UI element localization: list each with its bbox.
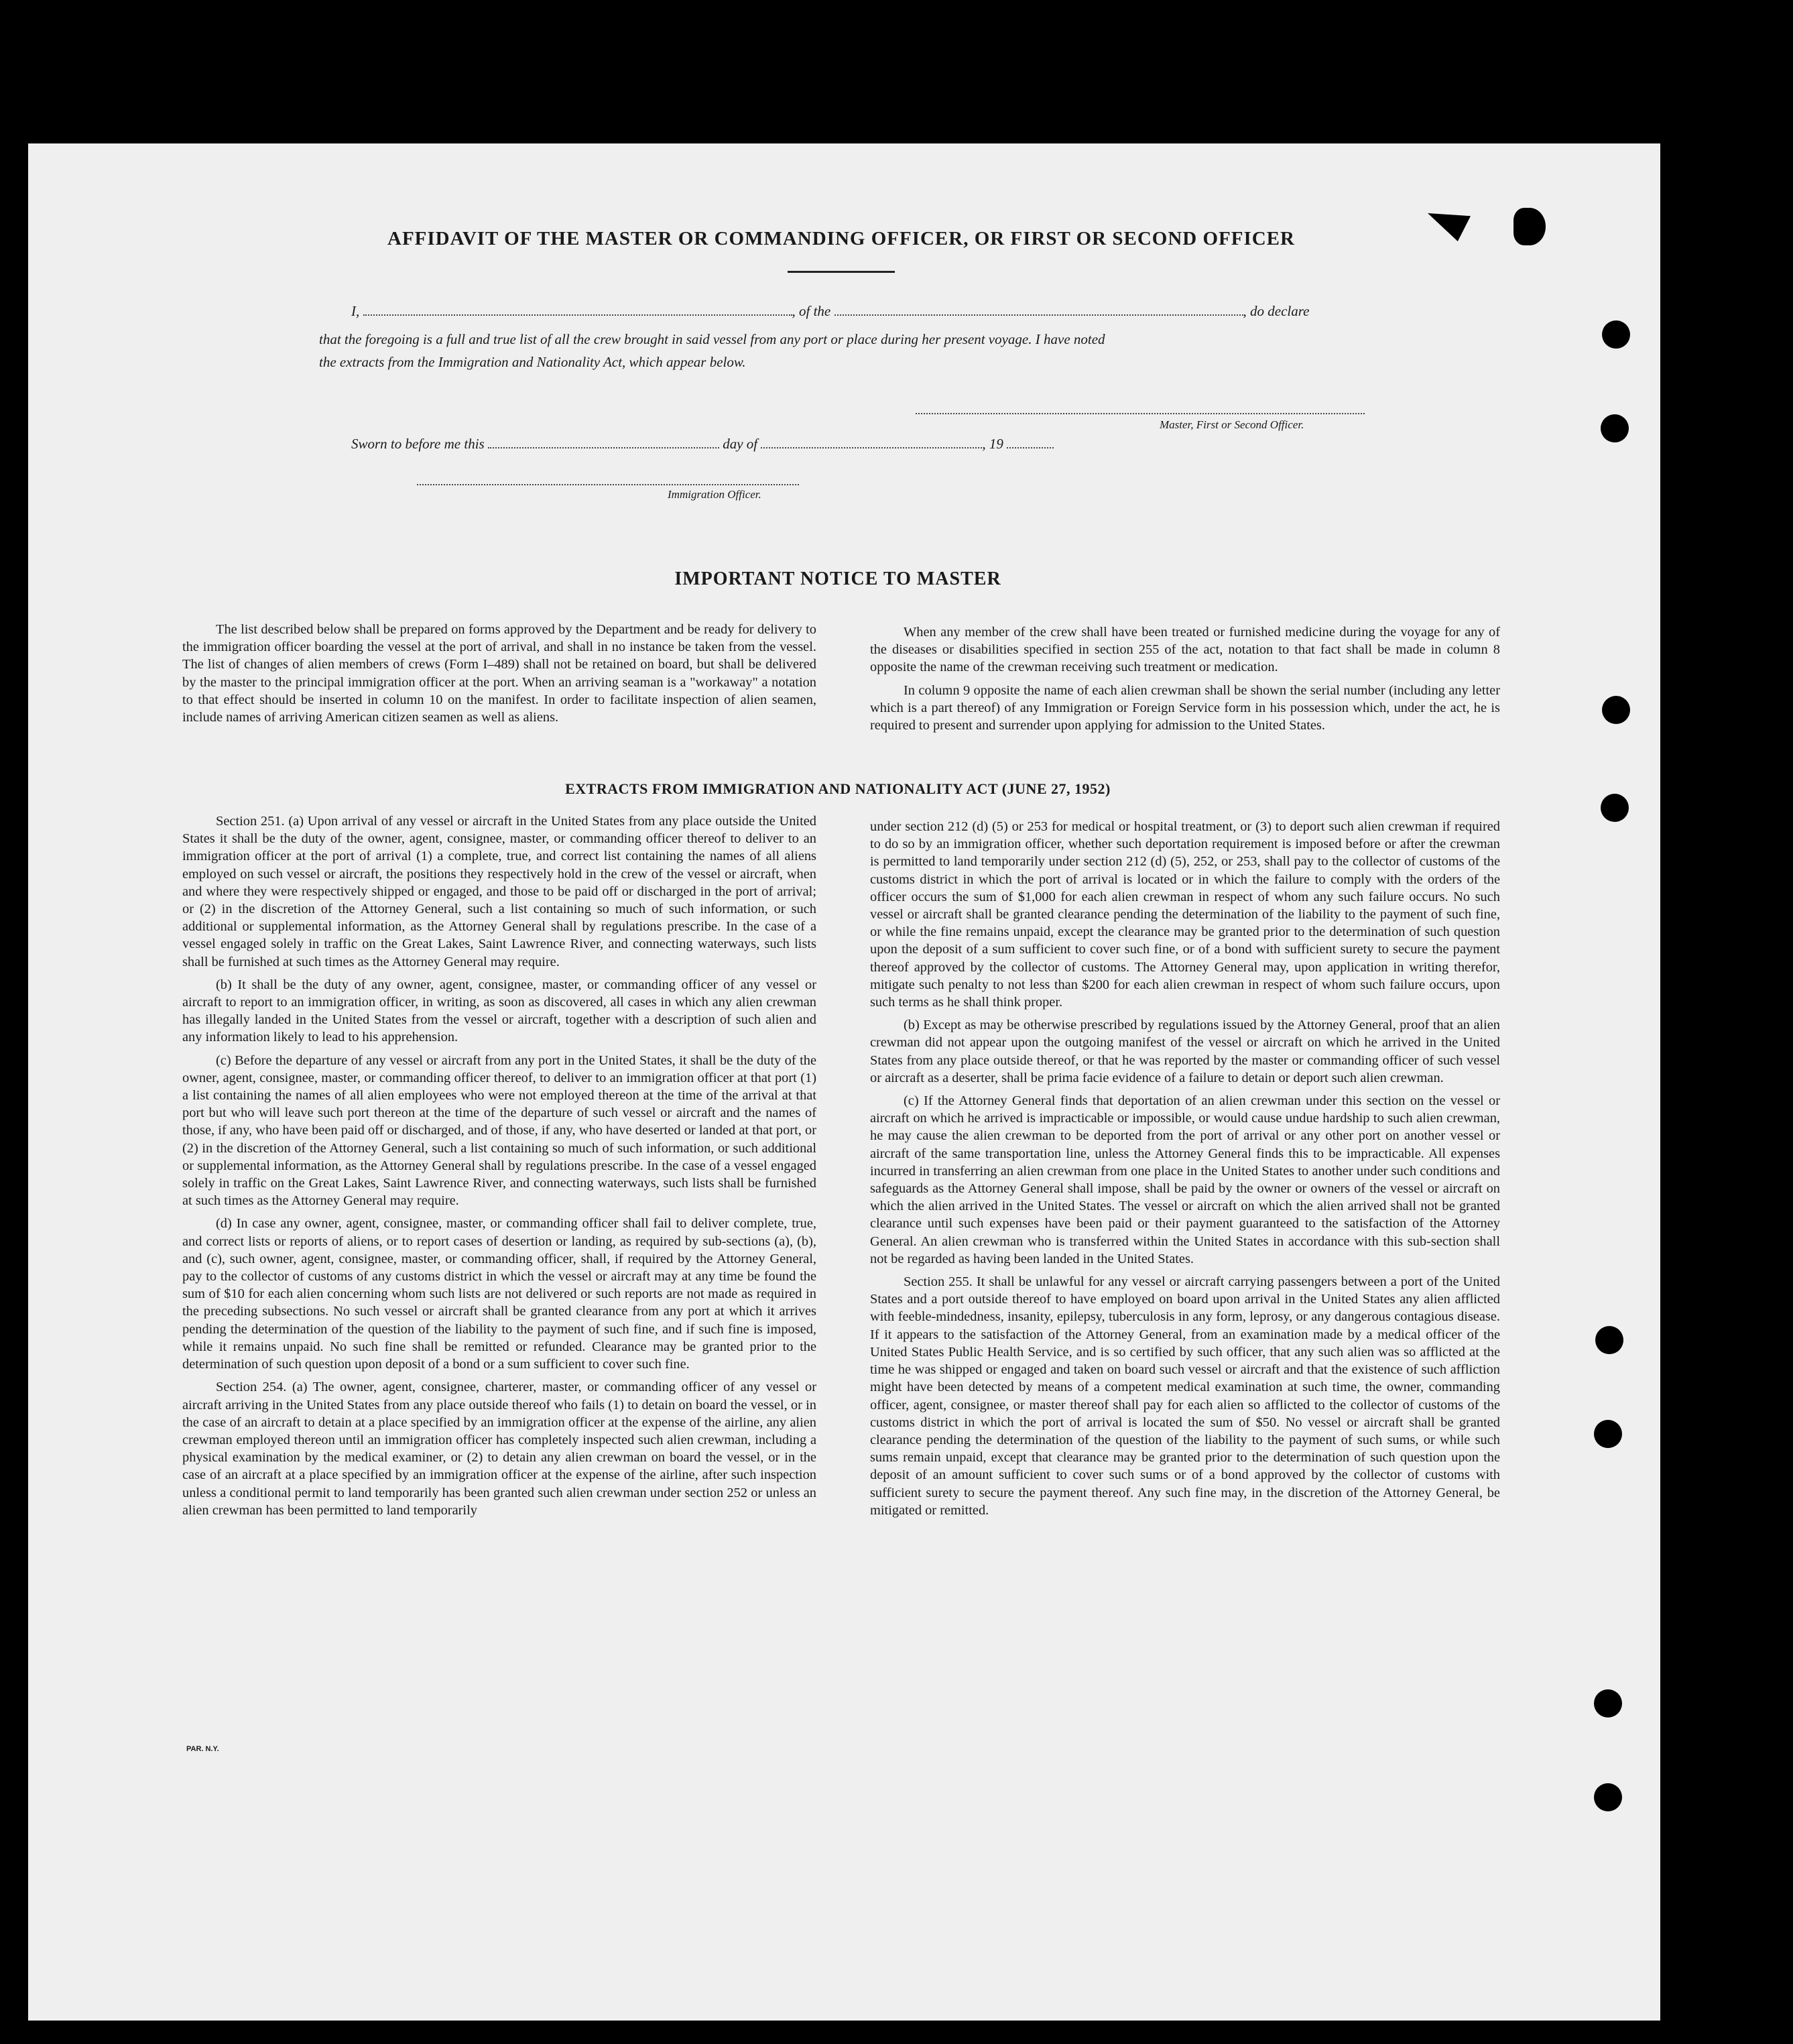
declaration-line-3: the extracts from the Immigration and Nationality Act, which appear below. — [319, 354, 746, 370]
immigration-officer-signature-line[interactable] — [417, 484, 799, 485]
punch-hole — [1594, 1783, 1622, 1811]
notice-left-paragraph: The list described below shall be prepared on forms approved by the Department and be ready for delivery to the immigration officer boarding the vessel at the port of arrival, and shall in no instance be taken from the vessel. The list of changes of alien members of crews (Form I–489) shall not be retained on board, but shall be delivered by the master to the principal immigration officer at the port. When an arriving seaman is a "workaway" a notation to that effect should be inserted in column 10 on the manifest. In order to facilitate inspection of alien seamen, include names of arriving American citizen seamen as well as aliens. — [182, 622, 816, 725]
section-254-a: Section 254. (a) The owner, agent, consignee, charterer, master, or commanding officer of any vessel or aircraft arriving in the United States from any place outside thereof who fails (1) to detain on board the vessel, or in the case of an aircraft to detain at a place specified by an immigration officer at the expense of the airline, any alien crewman employed thereon until an immigration officer has completely inspected such alien crewman, including a physical examination by the medical examiner, or (2) to detain any alien crewman on board the vessel, or in the case of an aircraft at a place specified by an immigration officer at the expense of the airline, after such inspection unless a conditional permit to land temporarily has been granted such alien crewman under section 252 or unless an alien crewman has been permitted to land temporarily — [182, 1380, 816, 1518]
notice-right-paragraph-1: When any member of the crew shall have been treated or furnished medicine during the voyage for any of the diseases or disabilities specified in section 255 of the act, notation to that fact shall be made in column 8 opposite the name of the crewman receiving such treatment or medication. — [870, 625, 1500, 675]
section-251-d: (d) In case any owner, agent, consignee, master, or commanding officer shall fail to deliver complete, true, and correct lists or reports of aliens, or to report cases of desertion or landing, as required by sub-sections (a), (b), and (c), such owner, agent, consignee, master, or commanding officer, shall, if required by the Attorney General, pay to the collector of customs of any customs district in which the vessel or aircraft may at any time be found the sum of $10 for each alien concerning whom such lists are not delivered or such reports are not made as required in the preceding subsections. No such vessel or aircraft shall be granted clearance from any port at which it arrives pending the determination of the question of the liability to the payment of such fine, and if such fine is imposed, while it remains unpaid. No such fine shall be remitted or refunded. Clearance may be granted prior to the determination of such question upon deposit of a bond or a sum sufficient to cover such fine. — [182, 1216, 816, 1372]
title-underline — [788, 271, 895, 273]
clip-mark-right — [1513, 208, 1546, 245]
punch-hole — [1595, 1326, 1623, 1354]
do-declare-label: , do declare — [1243, 303, 1310, 319]
punch-hole — [1602, 320, 1630, 349]
extracts-right-column — [870, 818, 1500, 1524]
master-caption: Master, First or Second Officer. — [1160, 418, 1304, 431]
section-251-c: (c) Before the departure of any vessel or aircraft from any port in the United States, it shall be the duty of the owner, agent, consignee, master, or commanding officer thereof, to deliver to an immigration officer at that port (1) a list containing the names of all alien employees who were not employed thereon at the time of the arrival at that port but who will leave such port thereon at the time of the departure of such vessel or aircraft and the names of those, if any, who have been paid off or discharged, and of those, if any, who have deserted or landed at that port, or (2) in the discretion of the Attorney General, such a list containing so much of such information, or such additional or supplemental information, as the Attorney General shall by regulations prescribe. In the case of a vessel engaged solely in traffic on the Great Lakes, Saint Lawrence River, and connecting waterways, such lists shall be furnished at such times as the Attorney General may require. — [182, 1053, 816, 1209]
section-251-b: (b) It shall be the duty of any owner, agent, consignee, master, or commanding officer of any vessel or aircraft to report to an immigration officer, in writing, as soon as discovered, all cases in which any alien crewman has illegally landed in the United States from the vessel or aircraft, together with a description of such alien and any information likely to lead to his apprehension. — [182, 977, 816, 1045]
sworn-label: Sworn to before me this — [351, 436, 485, 452]
i-label: I, — [351, 303, 360, 319]
punch-hole — [1594, 1689, 1622, 1718]
punch-hole — [1601, 414, 1629, 442]
section-254-a-continued: under section 212 (d) (5) or 253 for medical or hospital treatment, or (3) to deport such alien crewman if required to do so by an immigration officer, whether such deportation requirement is imposed before or after the crewman is permitted to land temporarily under section 212 (d) (5), 252, or 253, shall pay to the collector of customs of the customs district in which the port of arrival is located or in which the failure to comply with the orders of the officer occurs the sum of $1,000 for each alien crewman in respect of whom any such failure occurs. No such vessel or aircraft shall be granted clearance pending the determination of the liability to the payment of such fine, or while the fine remains unpaid, except the clearance may be granted prior to the determination of such question upon the deposit of a sum sufficient to cover such fine, or of a bond with sufficient surety to secure the payment thereof approved by the collector of customs. The Attorney General may, upon application in writing therefor, mitigate such penalty to not less than $200 for each alien crewman in respect of whom such failure occurs, upon such terms as he shall think proper. — [870, 819, 1500, 1010]
name-field[interactable] — [363, 314, 792, 316]
immigration-officer-caption: Immigration Officer. — [668, 488, 761, 501]
master-signature-line[interactable] — [916, 413, 1365, 414]
sworn-year-field[interactable] — [1007, 446, 1054, 448]
year-label: , 19 — [982, 436, 1003, 452]
day-of-label: day of — [723, 436, 758, 452]
notice-heading: IMPORTANT NOTICE TO MASTER — [674, 568, 1001, 589]
extracts-left-column — [182, 813, 816, 1524]
affidavit-title: AFFIDAVIT OF THE MASTER OR COMMANDING OFFICER, OR FIRST OR SECOND OFFICER — [387, 228, 1295, 249]
punch-hole — [1602, 696, 1630, 724]
sworn-day-field[interactable] — [488, 446, 719, 448]
section-254-b: (b) Except as may be otherwise prescribed by regulations issued by the Attorney General, proof that an alien crewman did not appear upon the outgoing manifest of the vessel or aircraft on which he arrived in the United States from any place outside thereof, or that he was reported by the master or commanding officer of such vessel or aircraft as a deserter, shall be prima facie evidence of a failure to detain or deport such alien crewman. — [870, 1018, 1500, 1085]
notice-right-column — [870, 623, 1500, 739]
punch-hole — [1594, 1420, 1622, 1448]
notice-left-column — [182, 621, 816, 731]
declaration-line-2: that the foregoing is a full and true list of all the crew brought in said vessel from any port or place during her present voyage. I have noted — [319, 331, 1105, 347]
section-254-c: (c) If the Attorney General finds that deportation of an alien crewman under this section on the vessel or aircraft on which he arrived is impracticable or impossible, or would cause undue hardship to such alien crewman, he may cause the alien crewman to be deported from the port of arrival or any other port on another vessel or aircraft of the same transportation line, unless the Attorney General finds this to be impracticable. All expenses incurred in transferring an alien crewman from one place in the United States to another under such conditions and safeguards as the Attorney General shall impose, shall be paid by the owner or owners of the vessel or aircraft on which the alien arrived in the United States. The vessel or aircraft on which the alien arrived shall not be granted clearance until such expenses have been paid or their payment guaranteed to the satisfaction of the Attorney General. An alien crewman who is transferred within the United States in accordance with this sub-section shall not be regarded as having been landed in the United States. — [870, 1093, 1500, 1266]
punch-hole — [1601, 794, 1629, 822]
printer-mark: PAR. N.Y. — [186, 1745, 219, 1753]
notice-right-paragraph-2: In column 9 opposite the name of each alien crewman shall be shown the serial number (including any letter which is a part thereof) of any Immigration or Foreign Service form in his possession which, under the act, he is required to present and surrender upon applying for admission to the United States. — [870, 682, 1500, 733]
section-251-a: Section 251. (a) Upon arrival of any vessel or aircraft in the United States from any place outside the United States it shall be the duty of the owner, agent, consignee, master, or commanding officer thereof to deliver to an immigration officer at the port of arrival (1) a complete, true, and correct list containing the names of all aliens employed on such vessel or aircraft, the positions they respectively hold in the crew of the vessel or aircraft, when and where they were respectively shipped or engaged, and those to be paid off or discharged in the port of arrival; or (2) in the discretion of the Attorney General, such a list containing so much of such information, or such additional or supplemental information, as the Attorney General shall by regulations prescribe. In the case of a vessel engaged solely in traffic on the Great Lakes, Saint Lawrence River, and connecting waterways, such lists shall be furnished at such times as the Attorney General may require. — [182, 814, 816, 969]
of-the-label: , of the — [792, 303, 831, 319]
declaration-line-1 — [351, 303, 1309, 320]
vessel-field[interactable] — [834, 314, 1243, 316]
sworn-line — [351, 436, 1054, 453]
sworn-month-field[interactable] — [761, 446, 982, 448]
section-255: Section 255. It shall be unlawful for any vessel or aircraft carrying passengers between a port of the United States and a port outside thereof to have employed on board upon arrival in the United States any alien afflicted with feeble-mindedness, insanity, epilepsy, tuberculosis in any form, leprosy, or any dangerous contagious disease. If it appears to the satisfaction of the Attorney General, from an examination made by a medical officer of the United States Public Health Service, and is so certified by such officer, that any such alien was so afflicted at the time he was shipped or engaged and taken on board such vessel or aircraft and that the existence of such affliction might have been detected by means of a competent medical examination at such time, the owner, commanding officer, agent, consignee, or master thereof shall pay for each alien so afflicted to the collector of customs of the customs district in which the port of arrival is located the sum of $50. No vessel or aircraft shall be granted clearance pending the determination of the question of the liability to the payment of such sums, or while such sums remain unpaid, except that clearance may be granted prior to the determination of such question upon the deposit of an amount sufficient to cover such sums or of a bond approved by the collector of customs with sufficient surety to secure the payment thereof. Any such fine may, in the discretion of the Attorney General, be mitigated or remitted. — [870, 1274, 1500, 1518]
extracts-heading: EXTRACTS FROM IMMIGRATION AND NATIONALITY ACT (JUNE 27, 1952) — [565, 780, 1111, 797]
